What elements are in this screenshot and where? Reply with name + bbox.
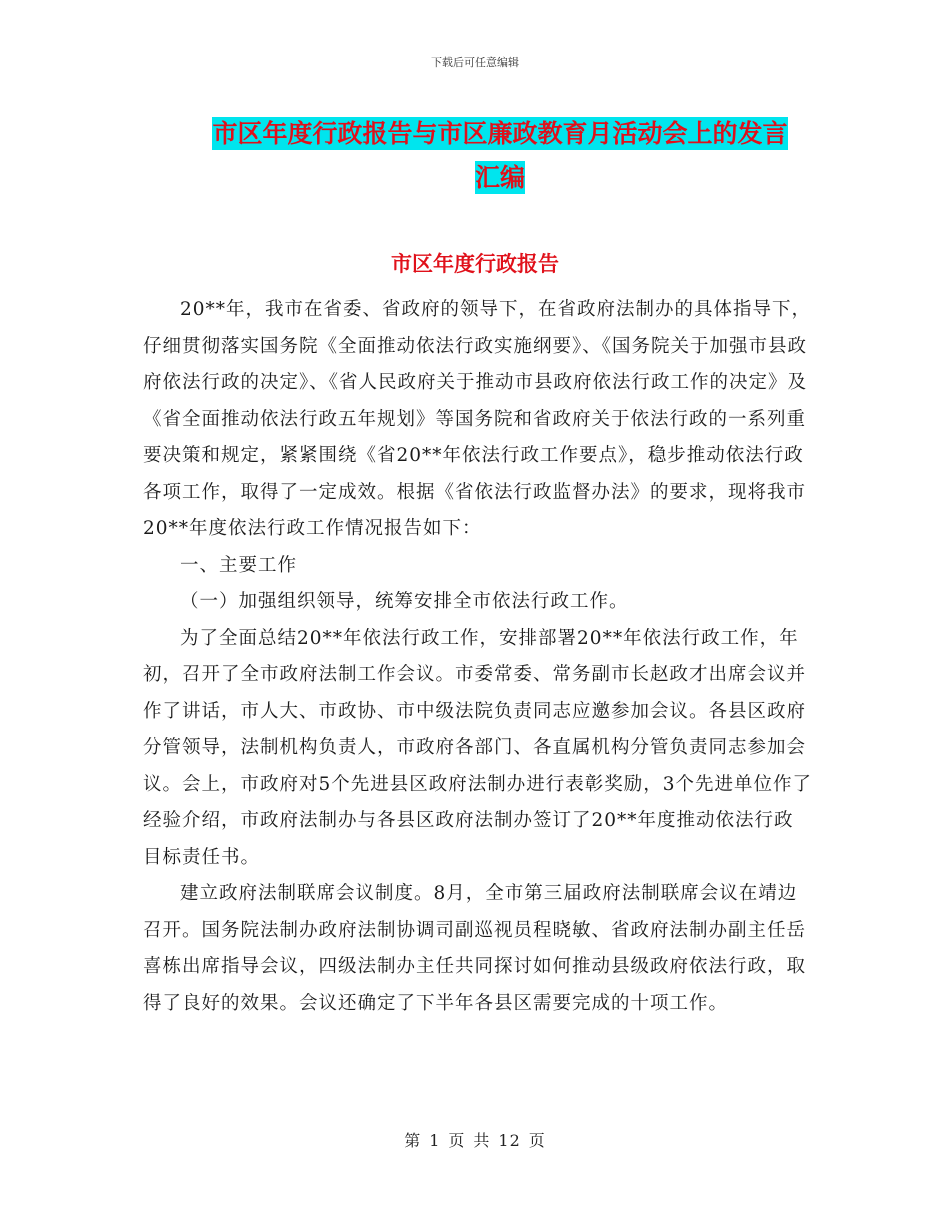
subheading-organization: （一）加强组织领导，统筹安排全市依法行政工作。 (180, 591, 629, 612)
document-title-line-2: 汇编 (474, 163, 525, 192)
footer-total-unit: 页 (528, 1131, 546, 1150)
paragraph-conference: 为了全面总结20**年依法行政工作，安排部署20**年依法行政工作，年初，召开了全市政府法制工作会议。市委常委、常务副市长赵政才出席会议并作了讲话，市人大、市政协、市中级法院负责同志应邀参加会议。各县区政府分管领导，法制机构负责人，市政府各部门、各直属机构分管负责同志参加会议。会上，市政府对5个先进县区政府法制办进行表彰奖励，3个先进单位作了经验介绍，市政府法制办与各县区政府法制办签订了20**年度推动依法行政目标责任书。 (143, 627, 813, 868)
page-footer (0, 1128, 950, 1151)
footer-total-prefix: 共 (473, 1131, 491, 1150)
footer-total-pages: 12 (498, 1131, 521, 1150)
footer-page-unit: 页 (448, 1131, 466, 1150)
footer-prefix: 第 (404, 1131, 422, 1150)
document-title (175, 112, 825, 200)
paragraph-intro: 20**年，我市在省委、省政府的领导下，在省政府法制办的具体指导下，仔细贯彻落实国务院《全面推动依法行政实施纲要》、《国务院关于加强市县政府依法行政的决定》、《省人民政府关于推动市县政府依法行政工作的决定》及《省全面推动依法行政五年规划》等国务院和省政府关于依法行政的一系列重要决策和规定，紧紧围绕《省20**年依法行政工作要点》，稳步推动依法行政各项工作，取得了一定成效。根据《省依法行政监督办法》的要求，现将我市20**年度依法行政工作情况报告如下： (143, 299, 812, 539)
body-text (143, 292, 813, 1022)
heading-main-work: 一、主要工作 (180, 554, 298, 576)
section-title: 市区年度行政报告 (391, 252, 559, 276)
footer-page-number: 1 (429, 1131, 441, 1150)
paragraph-joint-meeting: 建立政府法制联席会议制度。8月，全市第三届政府法制联席会议在靖边召开。国务院法制办政府法制协调司副巡视员程晓敏、省政府法制办副主任岳喜栋出席指导会议，四级法制办主任共同探讨如何推动县级政府依法行政，取得了良好的效果。会议还确定了下半年各县区需要完成的十项工作。 (143, 883, 807, 1014)
header-note: 下载后可任意编辑 (431, 56, 519, 69)
document-title-line-1: 市区年度行政报告与市区廉政教育月活动会上的发言 (212, 119, 788, 148)
